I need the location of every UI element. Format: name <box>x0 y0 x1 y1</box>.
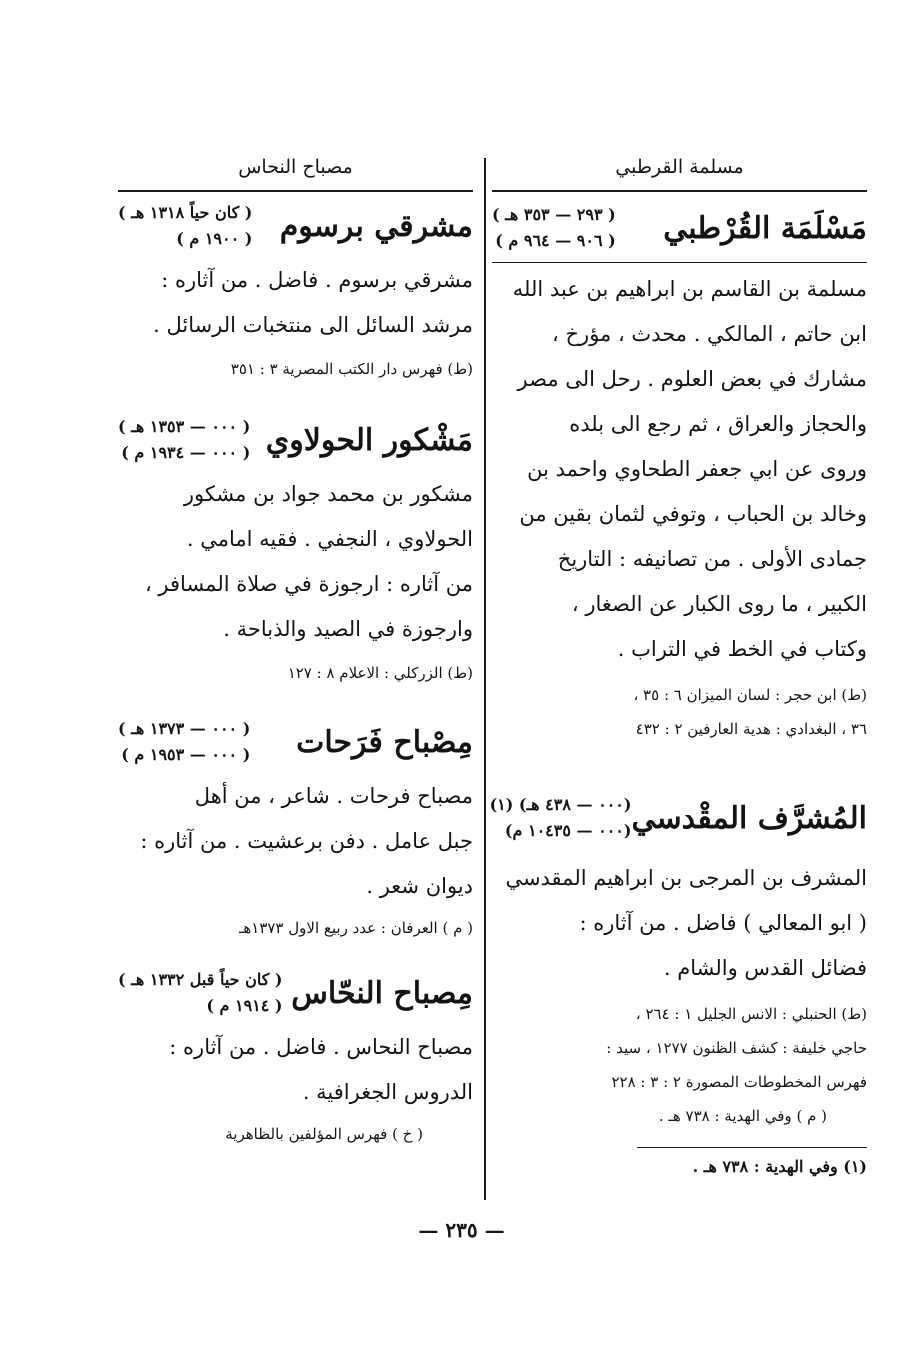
entry-heading <box>118 200 473 252</box>
head-rule-right <box>492 190 867 192</box>
body-line: ديوان شعر . <box>366 874 473 898</box>
date-gregorian: ( ٠٠٠ — ١٩٣٤ م ) <box>121 443 251 462</box>
entry-body <box>118 774 473 909</box>
entry-dates <box>118 716 250 768</box>
date-hijri: ( كان حياً ١٣١٨ هـ ) <box>118 203 253 222</box>
entry-misbah-nahhas <box>118 967 473 1151</box>
entry-mashriqi <box>118 200 473 386</box>
entry-maslama <box>492 202 867 746</box>
head-rule-left <box>118 190 473 192</box>
date-gregorian: ( ١٩١٤ م ) <box>206 996 283 1015</box>
body-line: من آثاره : ارجوزة في صلاة المسافر ، <box>144 572 473 596</box>
date-hijri: (٠٠٠ — ٤٣٨ هـ) (١) <box>489 795 632 814</box>
body-line: مشرقي برسوم . فاضل . من آثاره : <box>161 268 473 292</box>
right-column <box>489 150 867 1182</box>
entry-heading <box>118 967 473 1019</box>
entry-body <box>492 267 867 672</box>
entry-heading <box>118 414 473 466</box>
body-line: والحجاز والعراق ، ثم رجع الى بلده <box>569 412 867 436</box>
entry-name: مِصْباح فَرَحات <box>296 724 473 760</box>
source-line: فهرس المخطوطات المصورة ٢ : ٣ : ٢٢٨ <box>611 1073 867 1091</box>
source-line: (ط) الحنبلي : الانس الجليل ١ : ٢٦٤ ، <box>635 1005 867 1023</box>
body-line: الكبير ، ما روى الكبار عن الصغار ، <box>571 592 867 616</box>
entry-dates <box>492 202 616 254</box>
body-line: فضائل القدس والشام . <box>663 956 867 980</box>
entry-name: مشرقي برسوم <box>279 208 473 244</box>
entry-misbah-farahat <box>118 716 473 945</box>
body-line: مسلمة بن القاسم بن ابراهيم بن عبد الله <box>512 277 867 301</box>
body-line: الدروس الجغرافية . <box>302 1080 473 1104</box>
body-line: وروى عن ابي جعفر الطحاوي واحمد بن <box>527 457 867 481</box>
entry-name: مَشْكور الحولاوي <box>265 422 473 458</box>
body-line: الحولاوي ، النجفي . فقيه امامي . <box>186 527 473 551</box>
body-line: ابن حاتم ، المالكي . محدث ، مؤرخ ، <box>552 322 867 346</box>
body-line: مصباح النحاس . فاضل . من آثاره : <box>169 1035 473 1059</box>
date-hijri: ( ٢٩٣ — ٣٥٣ هـ ) <box>492 205 616 224</box>
entry-body <box>118 1025 473 1115</box>
entry-dates <box>490 792 632 844</box>
body-line: المشرف بن المرجى بن ابراهيم المقدسي <box>505 866 867 890</box>
entry-musharraf <box>489 792 867 1133</box>
column-divider <box>484 158 486 1200</box>
entry-sources <box>492 997 867 1133</box>
entry-heading <box>489 792 867 844</box>
body-line: جمادى الأولى . من تصانيفه : التاريخ <box>557 547 867 571</box>
entry-name: مِصباح النحّاس <box>291 975 473 1011</box>
source-line: ٣٦ ، البغدادي : هدية العارفين ٢ : ٤٣٢ <box>635 720 867 738</box>
source-line: (ط) فهرس دار الكتب المصرية ٣ : ٣٥١ <box>230 360 473 378</box>
page-number: — ٢٣٥ — <box>418 1218 505 1242</box>
date-gregorian: ( ٩٠٦ — ٩٦٤ م ) <box>495 231 616 250</box>
date-gregorian: ( ٠٠٠ — ١٩٥٣ م ) <box>121 745 251 764</box>
footnote: (١) وفي الهدية : ٧٣٨ هـ . <box>692 1157 867 1176</box>
source-line: (ط) ابن حجر : لسان الميزان ٦ : ٣٥ ، <box>633 686 867 704</box>
date-hijri: ( كان حياً قبل ١٣٣٢ هـ ) <box>118 970 283 989</box>
entry-dates <box>118 200 252 252</box>
entry-mashkur <box>118 414 473 690</box>
date-hijri: ( ٠٠٠ — ١٣٧٣ هـ ) <box>118 719 251 738</box>
date-gregorian: (٠٠٠ — ١٠٤٣٥ م) <box>504 821 632 840</box>
footnote-rule <box>637 1147 867 1148</box>
entry-name: مَسْلَمَة القُرْطبي <box>663 210 867 246</box>
source-line-extra: ( م ) وفي الهدية : ٧٣٨ هـ . <box>658 1107 827 1125</box>
entry-sources <box>492 678 867 746</box>
body-line: وخالد بن الحباب ، وتوفي لثمان بقين من <box>519 502 867 526</box>
source-line: حاجي خليفة : كشف الظنون ١٢٧٧ ، سيد : <box>606 1039 867 1057</box>
source-line: (ط) الزركلي : الاعلام ٨ : ١٢٧ <box>287 664 473 682</box>
body-line: وارجوزة في الصيد والذباحة . <box>223 617 473 641</box>
running-head-right: مسلمة القرطبي <box>615 156 744 178</box>
body-line: مرشد السائل الى منتخبات الرسائل . <box>153 313 473 337</box>
entry-sources <box>118 911 473 945</box>
running-head-left: مصباح النحاس <box>238 156 353 178</box>
entry-body <box>118 472 473 652</box>
body-line: مصباح فرحات . شاعر ، من أهل <box>194 784 473 808</box>
entry-dates <box>118 967 283 1019</box>
body-line: مشكور بن محمد جواد بن مشكور <box>183 482 473 506</box>
date-gregorian: ( ١٩٠٠ م ) <box>176 229 253 248</box>
entry-sources <box>118 352 473 386</box>
entry-body <box>492 856 867 991</box>
body-line: وكتاب في الخط في التراب . <box>617 637 867 661</box>
source-line: ( خ ) فهرس المؤلفين بالظاهرية <box>225 1125 423 1143</box>
left-column <box>118 150 473 1151</box>
entry-sources <box>118 1117 473 1151</box>
body-line: مشارك في بعض العلوم . رحل الى مصر <box>517 367 867 391</box>
source-line: ( م ) العرفان : عدد ربيع الاول ١٣٧٣هـ <box>238 919 473 937</box>
body-line: جبل عامل . دفن برعشيت . من آثاره : <box>140 829 473 853</box>
entry-sources <box>118 656 473 690</box>
entry-heading <box>492 202 867 254</box>
date-hijri: ( ٠٠٠ — ١٣٥٣ هـ ) <box>118 417 251 436</box>
entry-heading <box>118 716 473 768</box>
entry-body <box>118 258 473 348</box>
heading-rule <box>492 262 867 263</box>
entry-dates <box>118 414 250 466</box>
body-line: ( ابو المعالي ) فاضل . من آثاره : <box>579 911 867 935</box>
entry-name: المُشرَّف المقْدسي <box>631 800 867 836</box>
